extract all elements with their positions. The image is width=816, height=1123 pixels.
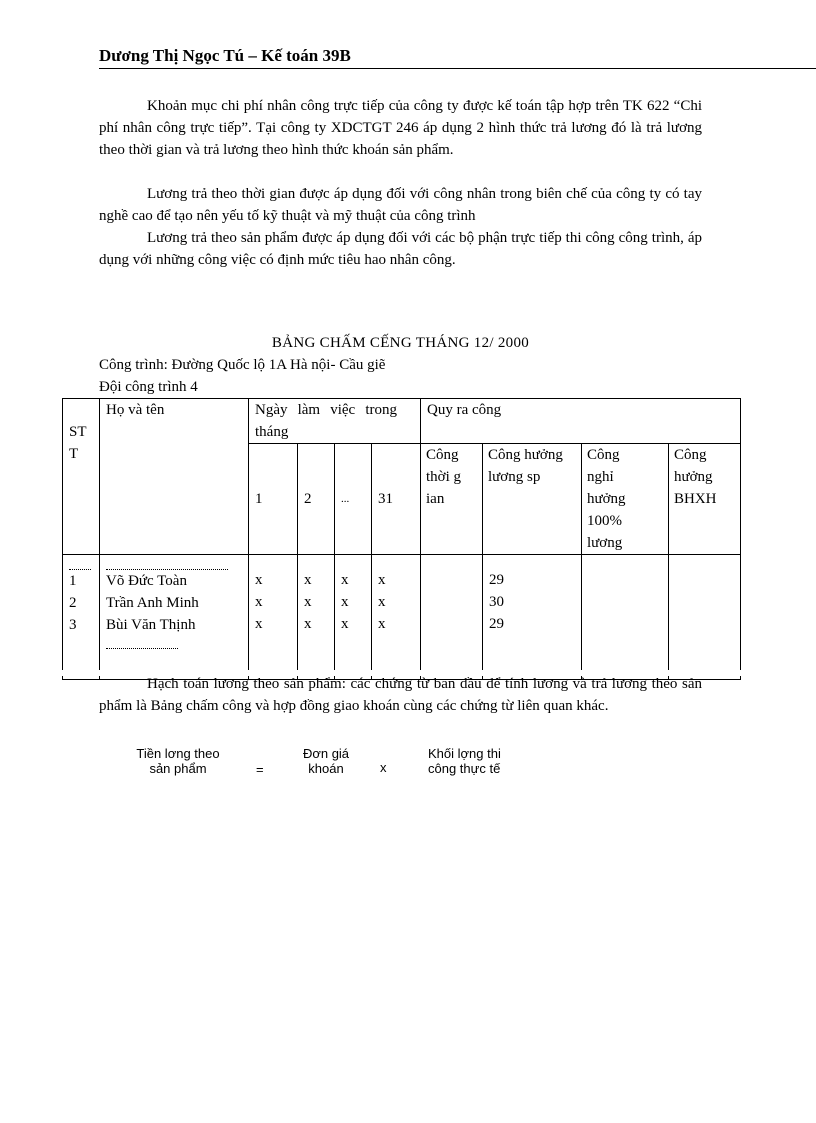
- row-3-name: Bùi Văn Thịnh: [106, 617, 196, 633]
- timesheet-table: [62, 398, 741, 680]
- row-1-day31: x: [378, 572, 386, 588]
- intro-paragraph-3: Lương trả theo sản phẩm được áp dụng đối với các bộ phận trực tiếp thi công công trình, áp dụng với những công việc có định mức tiêu hao nhân công.: [99, 230, 702, 268]
- row-3-day2: x: [304, 616, 312, 632]
- header-stt-label: STT: [69, 424, 87, 462]
- dotted-leader: [106, 642, 178, 649]
- after-table-paragraph: Hạch toán lương theo sản phẩm: các chứng từ ban đầu để tính lương và trả lương theo sản phẩm là Bảng chấm công và hợp đồng giao khoán cùng các chứng từ liên quan khác.: [99, 676, 702, 714]
- intro-paragraph-2: Lương trả theo thời gian được áp dụng đối với công nhân trong biên chế của công ty có tay nghề cao để tạo nên yếu tố kỹ thuật và mỹ thuật của công trình: [99, 186, 702, 224]
- header-day-1: 1: [249, 444, 298, 555]
- table-body-row: [63, 555, 741, 680]
- header-summary: Quy ra công: [421, 399, 741, 444]
- row-1-name: Võ Đức Toàn: [106, 573, 187, 589]
- row-2-day1: x: [255, 594, 263, 610]
- row-1-day-ellipsis: x: [341, 572, 349, 588]
- row-2-day-ellipsis: x: [341, 594, 349, 610]
- body-stt-cell: [63, 555, 100, 680]
- header-day-ellipsis: ...: [335, 444, 372, 555]
- team-line: Đội công trình 4: [99, 379, 198, 395]
- formula-left: [126, 746, 230, 776]
- body-day31-cell: [372, 555, 421, 680]
- row-1-day2: x: [304, 572, 312, 588]
- dotted-leader: [69, 563, 91, 570]
- row-1-day1: x: [255, 572, 263, 588]
- header-cong-thoi-gian-label: Công thời gian: [426, 447, 462, 507]
- header-days: [249, 399, 421, 444]
- header-day-2: 2: [298, 444, 335, 555]
- body-day2-cell: [298, 555, 335, 680]
- formula-right-line1: Khối lợng thi: [428, 746, 501, 761]
- formula-mid-line1: Đơn giá: [302, 746, 350, 761]
- body-cong-nghi-cell: [582, 555, 669, 680]
- formula-times: x: [380, 760, 387, 775]
- body-name-cell: [100, 555, 249, 680]
- project-line: Công trình: Đường Quốc lộ 1A Hà nội- Cầu giẽ: [99, 357, 386, 373]
- header-cong-bhxh-label: Công hưởng BHXH: [674, 447, 717, 507]
- row-3-day1: x: [255, 616, 263, 632]
- body-cong-sp-cell: [483, 555, 582, 680]
- header-cong-nghi: [582, 444, 669, 555]
- header-cong-nghi-label: Công nghỉ hưởng 100% lương: [587, 447, 626, 551]
- header-cong-sp: [483, 444, 582, 555]
- row-2-day2: x: [304, 594, 312, 610]
- body-day-ellipsis-cell: [335, 555, 372, 680]
- formula-left-line1: Tiền lơng theo: [136, 746, 220, 761]
- header-cong-bhxh: [669, 444, 741, 555]
- header-stt: [63, 399, 100, 555]
- dotted-leader: [106, 563, 228, 570]
- row-3-day-ellipsis: x: [341, 616, 349, 632]
- body-cong-thoi-gian-cell: [421, 555, 483, 680]
- row-2-day31: x: [378, 594, 386, 610]
- body-day1-cell: [249, 555, 298, 680]
- row-3-day31: x: [378, 616, 386, 632]
- formula-right-line2: công thực tế: [428, 761, 501, 776]
- formula-right: [428, 746, 528, 776]
- row-3-cong-sp: 29: [489, 616, 504, 632]
- table-title: BẢNG CHẤM CẾNG THÁNG 12/ 2000: [271, 335, 530, 351]
- formula-middle: [294, 746, 358, 776]
- formula-equals: =: [256, 762, 264, 777]
- row-2-stt: 2: [69, 595, 77, 611]
- header-cong-thoi-gian: [421, 444, 483, 555]
- row-2-cong-sp: 30: [489, 594, 504, 610]
- body-cong-bhxh-cell: [669, 555, 741, 680]
- header-author: Dương Thị Ngọc Tú – Kế toán 39B: [99, 46, 351, 65]
- page-header: [99, 46, 816, 69]
- row-2-name: Trần Anh Minh: [106, 595, 199, 611]
- header-day-31: 31: [372, 444, 421, 555]
- intro-paragraph-1: Khoản mục chi phí nhân công trực tiếp của công ty được kế toán tập hợp trên TK 622 “Chi phí nhân công trực tiếp”. Tại công ty XDCTGT 246 áp dụng 2 hình thức trả lương đó là trả lương theo thời gian và trả lương theo hình thức khoán sản phẩm.: [99, 98, 702, 158]
- row-3-stt: 3: [69, 617, 77, 633]
- formula-left-line2: sản phẩm: [149, 761, 207, 776]
- row-1-cong-sp: 29: [489, 572, 504, 588]
- row-1-stt: 1: [69, 573, 77, 589]
- formula-mid-line2: khoán: [308, 761, 344, 776]
- header-name: Họ và tên: [100, 399, 249, 555]
- header-days-label: Ngày làm việc trong tháng: [255, 402, 397, 440]
- header-cong-sp-label: Công hưởng lương sp: [488, 447, 563, 485]
